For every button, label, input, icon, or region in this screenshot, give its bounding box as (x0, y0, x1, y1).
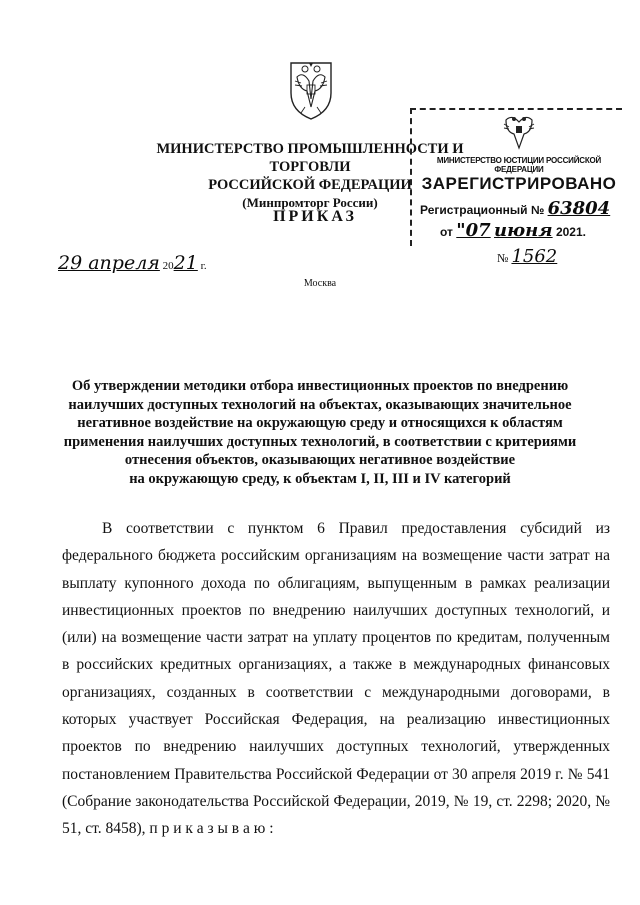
order-year-suffix: г. (200, 260, 207, 272)
city: Москва (303, 278, 337, 289)
heading-line: Об утверждении методики отбора инвестиционных проектов по внедрению (71, 378, 569, 394)
order-date-handwritten: 29 апреля (58, 252, 160, 274)
order-year-prefix: 20 (162, 260, 174, 272)
stamp-date-prefix: от (440, 225, 453, 239)
stamp-registered: ЗАРЕГИСТРИРОВАНО (421, 174, 617, 193)
body-paragraph: В соответствии с пунктом 6 Правил предоставления субсидий из федерального бюджета российским организациям на возмещение части затрат на выплату купонного дохода по облигациям, выпущенным в рамках реализации инвестиционных проектов по внедрению наилучших доступных технологий, и (или) на возмещение части затрат на уплату процентов по кредитам, полученным в российских кредитных организациях, а также в международных финансовых организациях, созданных в соответствии с международными договорами, в которых участвует Российская Федерация, на реализацию инвестиционных проектов по внедрению наилучших доступных технологий, утвержденных постановлением Правительства Российской Федерации от 30 апреля 2019 г. № 541 (Собрание законодательства Российской Федерации, 2019, № 19, ст. 2298; 2020, № 51, ст. 8458), п р и к а з ы в а ю : (62, 520, 610, 838)
russian-coat-of-arms-icon (285, 55, 337, 121)
registration-stamp (410, 108, 622, 246)
document-heading (60, 377, 580, 488)
order-number (497, 246, 597, 267)
stamp-date (440, 220, 620, 241)
ministry-line-1: МИНИСТЕРСТВО ПРОМЫШЛЕННОСТИ И ТОРГОВЛИ (156, 141, 464, 175)
heading-line: негативное воздействие на окружающую среду и относящихся к областям (77, 415, 563, 431)
stamp-date-year: 2021. (555, 225, 586, 239)
heading-line: на окружающую среду, к объектам I, II, III и IV категорий (129, 470, 511, 487)
heading-line: наилучших доступных технологий на объектах, оказывающих значительное (68, 396, 572, 413)
order-number-handwritten: 1562 (511, 246, 558, 267)
stamp-reg-number: 63804 (547, 198, 611, 219)
stamp-reg-label: Регистрационный № (420, 203, 545, 217)
order-number-prefix: № (497, 251, 509, 265)
order-title: ПРИКАЗ (273, 208, 357, 225)
document-body (62, 515, 610, 843)
heading-line: применения наилучших доступных технологий, в соответствии с критериями (63, 433, 577, 450)
stamp-ministry: МИНИСТЕРСТВО ЮСТИЦИИ РОССИЙСКОЙ ФЕДЕРАЦИИ (436, 156, 602, 174)
stamp-date-month: июня (494, 220, 553, 241)
ministry-line-2: РОССИЙСКОЙ ФЕДЕРАЦИИ (208, 177, 412, 193)
heading-line: отнесения объектов, оказывающих негативное воздействие (124, 452, 516, 468)
stamp-date-day: "07 (456, 220, 491, 241)
stamp-registration-number (420, 198, 626, 219)
order-date (58, 252, 228, 274)
ministry-short-name: (Минпромторг России) (242, 195, 378, 210)
order-year-handwritten: 21 (173, 252, 198, 274)
stamp-emblem-icon (502, 114, 536, 152)
